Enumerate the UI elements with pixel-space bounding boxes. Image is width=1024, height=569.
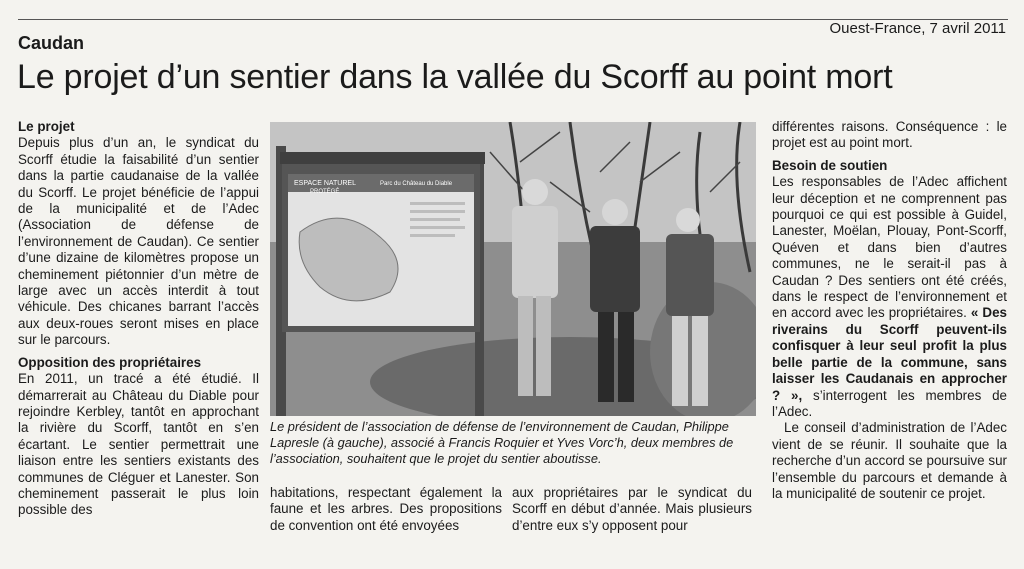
article-column-2 [270, 485, 502, 534]
soutien-text-end: s’interrogent les membres de l’Adec. [772, 387, 1007, 419]
photo-illustration [270, 122, 756, 416]
paragraph-projet: Depuis plus d’un an, le syndicat du Scorff étudie la faisabilité d’un sentier dans la partie caudanaise de la vallée du Scorff. Le projet bénéficie de l’appui de la municipalité et de l’Adec (Association de défense de l’environnement de Caudan). Ce sentier d’une dizaine de kilomètres propose un cheminement piétonnier d’un mètre de large avec un accès interdit à tout véhicule. Des chicanes barrant l’accès aux deux-roues seront mises en place sur le parcours. [18, 135, 259, 348]
sign-text-2: PROTÉGÉ [310, 189, 340, 195]
subhead-opposition: Opposition des propriétaires [18, 354, 202, 370]
photo-caption: Le président de l’association de défense de l’environnement de Caudan, Philippe Lapresle (à gauche), associé à Francis Roquier et Yves Vorc’h, deux membres de l’association, souhaitent que le projet du sentier aboutisse. [270, 419, 734, 466]
paragraph-soutien [772, 174, 1007, 420]
subhead-soutien: Besoin de soutien [772, 157, 888, 173]
paragraph-opposition-part2: habitations, respectant également la faune et les arbres. Des propositions de convention ont été envoyées [270, 485, 502, 533]
soutien-text: Les responsables de l’Adec affichent leur déception et ne comprennent pas pourquoi ce qui est possible à Guidel, Lanester, Moëlan, Plouay, Pont-Scorff, Quéven et dans bien d’autres communes, ne le serait-il pas à Caudan ? Des sentiers ont été créés, dans le respect de l’environnement et en accord avec les propriétaires. [772, 174, 1007, 321]
article-column-3 [512, 485, 752, 534]
subhead-projet: Le projet [18, 119, 75, 134]
source-dateline: Ouest-France, 7 avril 2011 [829, 20, 1006, 37]
paragraph-opposition-part3: aux propriétaires par le syndicat du Scorff en début d’année. Mais plusieurs d’entre eux s’y opposent pour [512, 485, 752, 533]
paragraph-conseil: Le conseil d’administration de l’Adec vient de se réunir. Il souhaite que la recherche d’un accord se poursuive sur l’ensemble du parcours et demande à la municipalité de soutenir ce projet. [772, 420, 1007, 501]
article-photo [270, 122, 756, 416]
sign-text-1: ESPACE NATUREL [294, 180, 356, 187]
paragraph-opposition-part4: différentes raisons. Conséquence : le projet est au point mort. [772, 119, 1007, 151]
sign-text-3: Parc du Château du Diable [380, 181, 453, 187]
article-column-4 [772, 119, 1007, 502]
section-label: Caudan [18, 33, 85, 53]
article-column-1 [18, 119, 259, 519]
quote-riverains: « Des riverains du Scorff peuvent-ils confisquer à leur seul profit la plus belle partie de la commune, sans laisser les Caudanais en approcher ? », [772, 305, 1007, 403]
headline: Le projet d’un sentier dans la vallée du Scorff au point mort [17, 58, 893, 96]
paragraph-opposition-part1: En 2011, un tracé a été étudié. Il démarrerait au Château du Diable pour rejoindre Kerbley, tantôt en approchant la rivière du Scorff, tantôt en s’en écartant. Le sentier permettrait une liaison entre les sentiers existants des communes de Cléguer et Lanester. Son cheminement passerait le plus loin possible des [18, 371, 259, 518]
